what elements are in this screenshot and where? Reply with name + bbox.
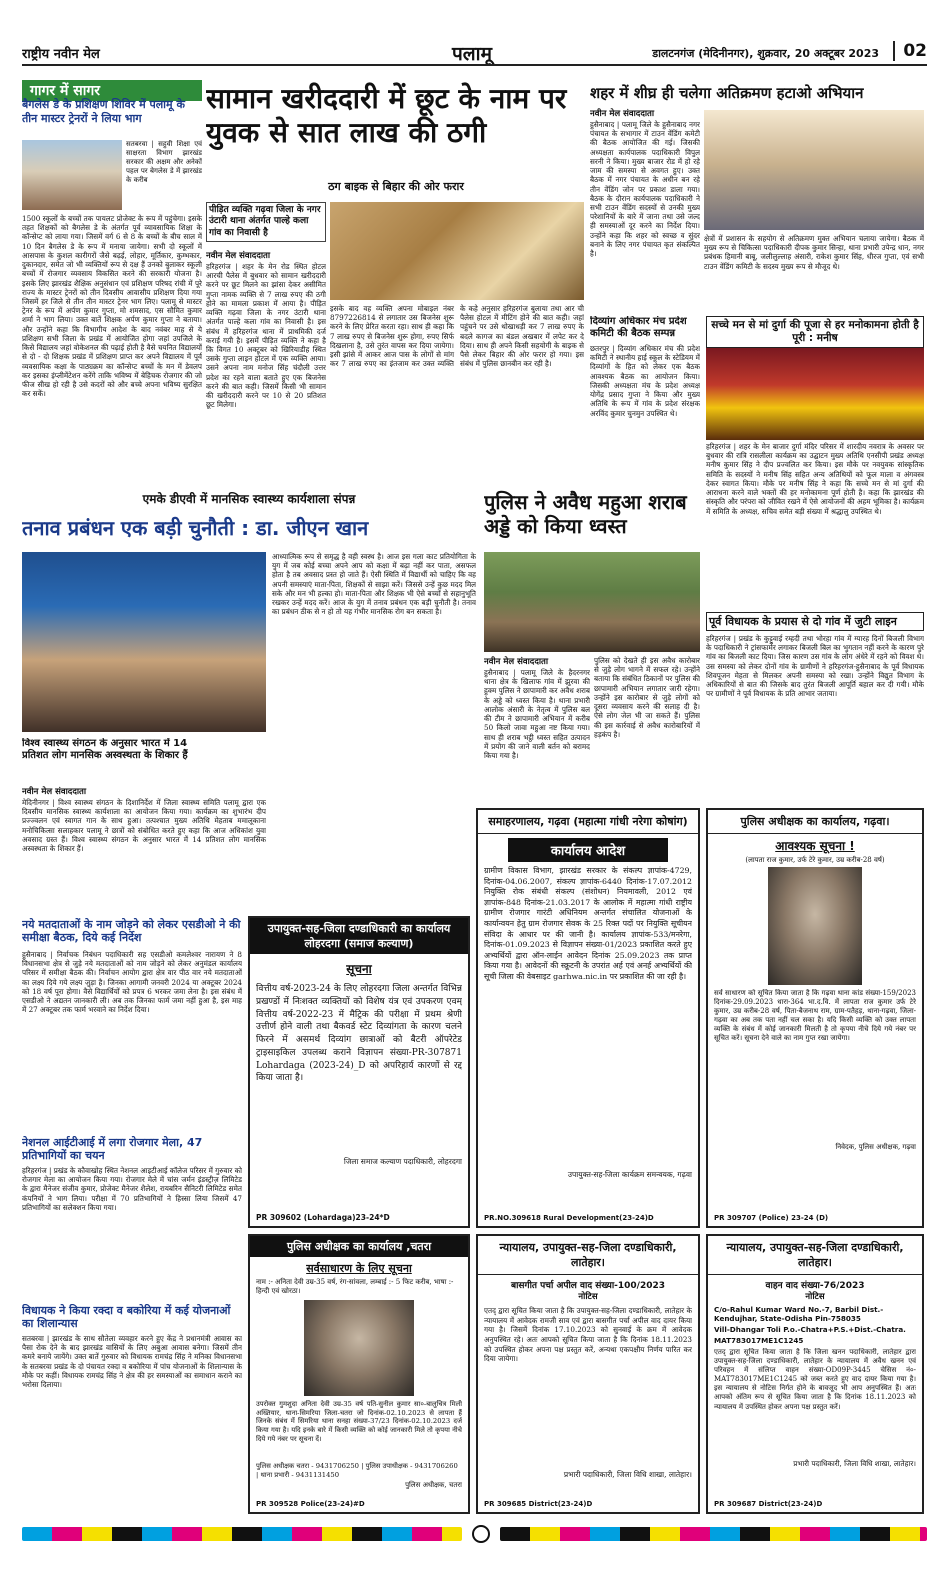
s11-headline: विधायक ने किया रक्दा व बकोरिया में कई योजनाओं का शिलान्यास — [22, 1304, 231, 1331]
ad3-sub: (लापता राज कुमार, उर्फ टेरे कुमार, उम्र करीब-28 वर्ष) — [745, 856, 885, 864]
s8-body2: पुलिस को देखते ही इस अवैध कारोबार से जुड़े लोग भागने में सफल रहे। उन्होंने बताया कि संबंधित ठिकानों पर पुलिस की छापामारी अभियान लगातार जारी रहेगा। उन्होंने इस कारोबार से जुड़े लोगों को दूसरा व्यवसाय करने की सलाह दी है। ऐसे लोग जेल भी जा सकते हैं। पुलिस की इस कार्रवाई से अवैध कारोबारियों में हड़कंप है। — [594, 656, 700, 739]
s11-body: सतबरवा | झारखंड के साथ सौतेला व्यवहार करने हुए केंद्र ने प्रधानमंत्री आवास का पैसा रोक देने के बाद झारखंड वासियों के लिए अबुआ आवास बनेगा। जिसमें तीन कमरे बनाये जायेंगे। उक्त बातें गुरुवार को विधायक रामचंद्र सिंह ने मनिका विधानसभा के सतबरवा प्रखंड के दो पंचायत रक्दा व बकोरिया में पांच योजनाओं के शिलान्यास के मौके पर कहीं। विधायक रामचंद्र सिंह ने क्षेत्र की हर समस्याओं का समाधान कराने का भरोसा दिलाया। — [22, 1334, 242, 1390]
s1-body: 1500 स्कूलों के बच्चों तक पायलट प्रोजेक्ट के रूप में पहुंचेगा। इसके तहत शिक्षकों को बैगलेस डे के अंतर्गत पूर्व व्यावसायिक शिक्षा के कॉन्सेप्ट को लाया गया। जिसमें वर्ग 6 से 8 के बच्चों के बीच साल में 10 दिन बैगलेस डे के रूप में मनाया जायेगा। सभी दो स्कूलों में आसपास के कुशल कारीगरों जैसे बढ़ई, लोहार, मूर्तिकार, कुम्भकार, दुकानदार, समेत जो भी व्यक्तियों रूप से दक्ष हैं उनको बुलाकर स्कूली बच्चों में रोजगार व्यवसाय विकसित करने की सरकारी योजना है। इसके लिए झारखंड शैक्षिक अनुसंधान एवं प्रशिक्षण परिषद रांची में पूरे राज्य के मास्टर ट्रेनरों को तीन दिवसीय आवासीय प्रशिक्षण दिया गया जिसमें हर जिले से तीन तीन मास्टर ट्रेनर भाग लिए। पलामू से मास्टर ट्रेनर के रूप में अर्पण कुमार गुप्ता, मो शमसाद, एस सौमित कुमार शर्मा ने भाग लिया। उक्त बातें शिक्षक अर्पण कुमार गुप्ता ने बताया। और उन्होंने कहा कि विभागीय आदेश के बाद नवंबर माह से ये प्रशिक्षण सभी जिला के प्रखंड में आयोजित होगा जहां उपजिले के किसे विद्यालय जहां वोकेशनल की पढ़ाई होती है वैसे चयनित विद्यालयों से दो - दो शिक्षक प्रखंड में प्रशिक्षण प्राप्त कर अपने विद्यालय में पूर्व व्यवसायिक कक्षा के पाठ्यक्रम का कॉन्सेप्ट बच्चों के मन में डेवलप कर इसका इंप्लीमेंटेशन करेंगे ताकि भविष्य में बेहिचक रोजगार की जो फीज सीख हो रही है उसे कदरों को और बच्चे अपना भविष्य सुरक्षित कर सकें। — [22, 214, 202, 399]
ad6-address: C/o-Rahul Kumar Ward No.-7, Barbil Dist.-Kendujhar, State-Odisha Pin-758035 — [714, 1305, 884, 1323]
ad1-sign: जिला समाज कल्याण पदाधिकारी, लोहरदगा — [343, 1157, 462, 1166]
s7-headline: तनाव प्रबंधन एक बड़ी चुनौती : डा. जीएन खान — [22, 516, 369, 540]
ad2-title: समाहरणालय, गढ़वा (महात्मा गांधी नरेगा कोषांग) — [478, 810, 698, 834]
ad2-heading: कार्यालय आदेश — [508, 838, 668, 862]
ad1-pr: PR 309602 (Lohardaga)23-24*D — [256, 1213, 390, 1222]
s5-photo — [706, 348, 924, 440]
ad5-heading: बासगीत पर्चा अपील वाद संख्या-100/2023 — [510, 1281, 666, 1291]
s4-body: छतरपुर | दिव्यांग अधिकार मंच की प्रदेश कमिटी ने स्थानीय हाई स्कूल के स्टेडियम में दिव्यांगों के हित को लेकर एक बैठक आवश्यक बैठक का आयोजन किया। जिसकी अध्यक्षता मंच के प्रदेश अध्यक्ष योगेंद्र प्रसाद गुप्ता ने किया और मुख्य अतिथि के रूप में गांव के प्रदेश संरक्षक अरविंद कुमार चुनमुन उपस्थित थे। — [590, 344, 700, 418]
ad1-body: वित्तीय वर्ष-2023-24 के लिए लोहरदगा जिला अन्तर्गत विभिन्न प्रखण्डों में निःशक्त व्यक्तियों को विशेष यंत्र एवं उपकरण एवम् वित्तीय वर्ष-2022-23 में मैट्रिक की परीक्षा में प्रथम श्रेणी उत्तीर्ण होने वाली तथा बैकवर्ड स्टेट दिव्यांगता के कारण चलने फिरने में असमर्थ दिव्यांग छात्राओं को बैटरी ऑपरेटेड ट्राइसाइकिल उपलब्ध कराने विज्ञापन संख्या-PR-307871 Lohardaga (2023-24)_D को अपरिहार्य कारणों से रद्द किया जाता है। — [256, 984, 462, 1084]
s7-body: मेदिनीनगर | विश्व स्वास्थ्य संगठन के दिशानिर्देश में जिला स्वास्थ्य समिति पलामू द्वारा एक दिवसीय मानसिक स्वास्थ्य कार्यशाला का आयोजन किया गया। कार्यक्रम का शुभारंभ दीप प्रज्ज्वलन एवं स्वागत गान के साथ हुआ। तत्पश्चात मुख्य अतिथि मेहताब ममालूकाना मनोचिकित्सा सलाहकार पलामू ने छात्रों को संबोधित करते हुए कहा कि आज अधिकांश युवा अवसाद ग्रस्त हैं। विश्व स्वास्थ्य संगठन के अनुसार भारत में 14 प्रतिशत लोग मानसिक अस्वस्थता के शिकार हैं। — [22, 798, 266, 854]
s2-byline: नवीन मेल संवाददाता — [206, 251, 271, 261]
ad-latehar-basgit — [476, 1234, 700, 1514]
registration-strip — [22, 1524, 927, 1544]
ad4-contacts: पुलिस अधीक्षक चतरा - 9431706250 | पुलिस उपाधीक्षक - 9431706260 | थाना प्रभारी - 9431131450 — [256, 1461, 458, 1479]
missing-person-photo — [768, 867, 862, 985]
ad-garhwa-nrega — [476, 808, 700, 1228]
s6-headline: पूर्व विधायक के प्रयास से दो गांव में जुटी लाइन — [706, 612, 924, 631]
page-name: पलामू — [452, 43, 492, 65]
ad3-pr: PR 309707 (Police) 23-24 (D) — [714, 1214, 829, 1222]
s8-body: हुसैनाबाद | पलामू जिले के हैदरनगर थाना क्षेत्र के खिलाफ गांव में झुरवा की हुक्म पुलिस ने छापामारी कर अवैध शराब के अड्डे को ध्वस्त किया है। थाना प्रभारी आलोक अंसारी के नेतृत्व में पुलिस बल की टीम ने छापामारी अभियान में करीब 50 किलो जावा महुआ नष्ट किया गया। साथ ही शराब भट्ठी ध्वस्त सहित उत्पादन में प्रयोग की जाने वाली बर्तन को बरामद किया गया है। — [484, 668, 590, 760]
s1-photo — [22, 140, 122, 210]
s3-byline: नवीन मेल संवाददाता — [590, 109, 655, 119]
ad6-pr: PR 309687 District(23-24)D — [714, 1500, 823, 1508]
ad4-sign: पुलिस अधीक्षक, चतरा — [405, 1481, 462, 1490]
registration-mark — [472, 1525, 490, 1543]
s1-lead: सतबरवा | सहुवी शिक्षा एवं साक्षरता विभाग झारखंड सरकार की अक्षम और अनेकों पहल पर बेगलेस डे में झारखंड के करीब — [126, 140, 202, 184]
s3-headline: शहर में शीघ्र ही चलेगा अतिक्रमण हटाओ अभियान — [590, 84, 864, 102]
ad6-sign: प्रभारी पदाधिकारी, जिला विधि शाखा, लातेहार। — [793, 1459, 916, 1468]
ad3-heading: आवश्यक सूचना ! — [775, 839, 855, 853]
s2-subhead: ठग बाइक से बिहार की ओर फरार — [328, 180, 464, 193]
ad3-title: पुलिस अधीक्षक का कार्यालय, गढ़वा। — [708, 810, 922, 834]
s7-kicker: एमके डीएवी में मानसिक स्वास्थ्य कार्यशाला संपन्न — [142, 492, 356, 506]
color-bar-right — [500, 1527, 927, 1541]
ad2-pr: PR.NO.309618 Rural Development(23-24)D — [484, 1214, 654, 1222]
s10-body: हरिहरगंज | प्रखंड के कौवाखोह स्थित नेशनल आइटीआई कॉलेज परिसर में गुरुवार को रोजगार मेला का आयोजन किया गया। रोजगार मेले में चांस जर्मन इंडस्ट्रीज़ लिमिटेड के द्वारा मैनेजर संजीव कुमार, प्रोजेक्ट मैनेजर शैलेश, रायबरिन सैनिटरी लिमिटेड समेत कंपनियों ने भाग लिया। परीक्षा में 70 प्रतिभागियों ने हिस्सा लिया जिसमें 47 प्रतिभागियों का सलेक्शन किया गया। — [22, 1166, 242, 1212]
s3-body2: क्षेत्रों में प्रशासन के सहयोग से अतिक्रमण मुक्त अभियान चलाया जायेगा। बैठक में मुख्य रूप से चिकित्सा पदाधिकारी दीपक कुमार सिन्हा, थाना प्रभारी उपेन्द्र धान, नगर प्रबंधक हिमानी बाबू, जलीलुल्लाह अंसारी, राकेश कुमार सिंह, धीरज गुप्ता, एवं सभी टाउन वेंडिंग कमिटी के सदस्य मुख्य रूप से मौजूद थे। — [704, 234, 924, 271]
ad1-heading: सूचना — [346, 962, 372, 976]
ad4-body: उपरोक्त गुमशुदा अनिता देवी उम्र-35 वर्ष पति-सुनील कुमार सा०-बालुचित्र मिली अख्तियार, थाना-सिमरिया जिला-चतरा जो दिनांक-02.10.2023 से लापता हैं जिनके संबंध में सिमरिया थाना सनहा संख्या-37/23 दिनांक-02.10.2023 दर्ज किया गया है। यदि इनके बारे में किसी व्यक्ति को कोई जानकारी मिले तो कृपया नीचे दिये गये नंबर पर सूचना दें। — [256, 1399, 462, 1443]
s1-headline: बैगलेस डे के प्रशिक्षण शिविर में पलामू के तीन मास्टर ट्रेनरों ने लिया भाग — [22, 98, 185, 125]
ad6-sub: नोटिस — [805, 1292, 825, 1302]
ad6-vehicle: MAT783017ME1C1245 — [714, 1336, 804, 1345]
section-tag: गागर में सागर — [22, 80, 202, 101]
s2-headline: सामान खरीददारी में छूट के नाम पर युवक से सात लाख की ठगी — [206, 82, 567, 150]
s7-body2: आध्यात्मिक रूप से समृद्ध है वही स्वस्थ है। आज इस गला काट प्रतियोगिता के युग में जब कोई बच्चा अपने आप को कक्षा में बढ़ा नहीं कर पाता, असफल होता है तब अवसाद प्रस्त हो जाते हैं। ऐसी स्थिति में विद्यार्थी को चाहिए कि वह अपनी समस्याएं माता-पिता, शिक्षकों से साझा करें। जिससे उन्हें कुछ मदद मिल सके और मन भी हल्का हो। माता-पिता और शिक्षक भी ऐसे बच्चों से सहानुभूति रखकर उन्हें मदद करें। आज के युग में तनाव प्रबंधन एक बड़ी चुनौती है। तनाव का प्रबंधन ठीक से न हो तो यह गंभीर मानसिक रोग बन सकता है। — [272, 552, 476, 617]
s3-body: हुसैनाबाद | पलामू जिले के हुसैनाबाद नगर पंचायत के सभागार में टाउन वेंडिंग कमेटी की बैठक आयोजित की गई। जिसकी अध्यक्षता कार्यपालक पदाधिकारी विपुल सरनी ने किया। मुख्य बाजार रोड में हो रहे जाम की समस्या से अवगत हुए। उक्त बैठक में नगर पंचायत के अधीन बन रहे तीन वेंडिंग जोन पर प्रकाश डाला गया। बैठक के दौरान कार्यपालक पदाधिकारी ने सभी टाउन वेंडिंग सदस्यों से उनकी मुख्य परेशानियों के बारे में जाना तथा उसे जल्द ही समस्याओं दूर करने का निर्देश दिया। उन्होंने कहा कि शहर को स्वच्छ व सुंदर बनाने के लिए नगर पंचायत कृत संकल्पित है। — [590, 120, 700, 259]
ad5-pr: PR 309685 District(23-24)D — [484, 1500, 593, 1508]
ad2-sign: उपायुक्त-सह-जिला कार्यक्रम समन्वयक, गढ़वा — [567, 1170, 692, 1179]
s8-byline: नवीन मेल संवाददाता — [484, 657, 549, 667]
ad5-title: न्यायालय, उपायुक्त-सह-जिला दण्डाधिकारी, लातेहार। — [478, 1236, 698, 1275]
s5-headline: सच्चे मन से मां दुर्गा की पूजा से हर मनोकामना होती है पूरी : मनीष — [706, 316, 924, 348]
s7-caption: विश्व स्वास्थ्य संगठन के अनुसार भारत में 14 प्रतिशत लोग मानसिक अस्वस्थता के शिकार हैं — [22, 738, 188, 762]
dateline: डालटनगंज (मेदिनीनगर), शुक्रवार, 20 अक्टूबर 2023 — [652, 47, 879, 60]
ad6-title: न्यायालय, उपायुक्त-सह-जिला दण्डाधिकारी, लातेहार। — [708, 1236, 922, 1275]
ad6-body: एतद् द्वारा सूचित किया जाता है कि जिला खनन पदाधिकारी, लातेहार द्वारा उपायुक्त-सह-जिला दण्डाधिकारी, लातेहार के न्यायालय में अवैध खनन एवं परिवहन में संलिप्त वाहन संख्या-OD09P-3445 चेसिस नं०-MAT783017ME1C1245 को जब्त करते हुए वाद दायर किया गया है। इस न्यायालय से नोटिस निर्गत होने के बावजूद भी आप अनुपस्थित हैं। अतः आपको अंतिम रूप से सूचित किया जाता है कि दिनांक 18.11.2023 को न्यायालय में उपस्थित होकर अपना पक्ष प्रस्तुत करें। — [714, 1348, 916, 1411]
masthead — [22, 38, 927, 66]
ad4-title: पुलिस अधीक्षक का कार्यालय ,चतरा — [250, 1236, 468, 1257]
ad2-body: ग्रामीण विकास विभाग, झारखंड सरकार के संकल्प ज्ञापांक-4729, दिनांक-04.06.2007, संकल्प ज्ञापांक-6440 दिनांक-17.07.2012 नियुक्ति रोक संबंधी संकल्प (संशोधन) नियमावली, 2012 एवं ज्ञापांक-848 दिनांक-21.03.2017 के आलोक में महात्मा गांधी राष्ट्रीय ग्रामीण रोजगार गारंटी अधिनियम अन्तर्गत संचालित योजनाओं के कार्यान्वयन हेतु ग्राम रोजगार सेवक के 25 रिक्त पदों पर नियुक्ति सूचीयन संविदा के आधार पर की जानी है। कार्यालय ज्ञापांक-533/मनरेगा, दिनांक-01.09.2023 से विज्ञापन संख्या-01/2023 प्रकाशित करते हुए अभ्यर्थियों द्वारा ऑन-लाईन आवेदन दिनांक 25.09.2023 तक प्राप्त किया गया है। आवेदनों की स्क्रूटनी के उपरांत अर्ह एवं अनर्ह अभ्यर्थियों की सूची जिला की वेबसाइट garhwa.nic.in पर प्रकाशित की जा रही है। — [484, 866, 692, 981]
ad5-sub: नोटिस — [578, 1292, 598, 1302]
s4-headline: दिव्यांग अधिकार मंच प्रदेश कमिटी की बैठक सम्पन्न — [590, 316, 687, 340]
ad-chatra-police — [248, 1234, 470, 1514]
ad4-pr: PR 309528 Police(23-24)#D — [256, 1500, 365, 1508]
s9-body: हुसैनाबाद | निर्वाचक निबंधन पदाधिकारी सह एसडीओ कमलेश्वर नारायण ने 8 विधानसभा क्षेत्र से जुड़े नये मतदाताओं को नाम जोड़ने को लेकर अनुमंडल कार्यालय परिसर में समीक्षा बैठक की। निर्वाचन आयोग द्वारा क्षेत्र वार पीठ वार नये मतदाताओं का लक्ष्य दिये गये लक्ष्य जुड़ा है। जिनका आगामी जनवरी 2024 या अक्टूबर 2024 को 18 वर्ष पूरा होगा। वैसे विद्यार्थियों को प्रपत्र 6 भरकर जमा लेना है। इस संबंध में एसडीओ ने अद्यतन जानकारी ली। अब तक जिनका फार्म जमा नहीं हुआ है, इस माह में 27 अक्टूबर तक फार्म भरवाने का निर्देश दिया। — [22, 950, 242, 1015]
page-number: 02 — [893, 41, 927, 61]
ad4-sub: नाम :- अनिता देवी उम्र-35 वर्ष, रंग-सांवला, लम्बाई :- 5 फिट करीब, भाषा :- हिन्दी एवं खोरठा। — [256, 1278, 454, 1295]
ad5-sign: प्रभारी पदाधिकारी, जिला विधि शाखा, लातेहार। — [563, 1470, 692, 1479]
s7-photo — [22, 552, 266, 732]
s2-body: हरिहरगंज | शहर के मेन रोड स्थित होटल आरची पैलेस में बुधवार को सामान खरीददारी करने पर छूट मिलने का झांसा देकर असीमित गुप्ता नामक व्यक्ति से 7 लाख रुपए की ठगी होने का मामला प्रकाश में आया है। पीड़ित व्यक्ति गढ़वा जिला के नगर उंटारी थाना अंतर्गत पाल्हे कला गांव का निवासी है। इस संबंध में हरिहरगंज थाना में प्राथमिकी दर्ज कराई गयी है। इसमें पीड़ित व्यक्ति ने कहा है कि विगत 10 अक्टूबर को खिरियाडीह स्थित उसके गुप्ता लाइन होटल में एक व्यक्ति आया। उसने अपना नाम मनोज सिंह चंदौली उत्तर प्रदेश का रहने वाला बताते हुए एक बिजनेस करने की बात कही। जिसमें किसी भी सामान की खरीददारी करने पर 10 से 20 प्रतिशत छूट मिलेगा। — [206, 262, 326, 410]
ad3-body: सर्व साधारण को सूचित किया जाता है कि गढ़वा थाना कांड संख्या-159/2023 दिनांक-29.09.2023 धारा-364 भा.द.वि. में लापता राज कुमार उर्फ टेरे कुमार, उम्र करीब-28 वर्ष, पिता-बैजनाथ राम, ग्राम-पतैहड़, थाना-गढ़वा, जिला-गढ़वा का अब तक पता नहीं चल सका है। यदि किसी व्यक्ति को उक्त लापता व्यक्ति के संबंध में कोई जानकारी मिलती है तो कृपया नीचे दिये गये नंबर पर सूचित करें। सूचना देने वाले का नाम गुप्त रखा जायेगा। — [714, 988, 916, 1043]
s2-inset: पीड़ित व्यक्ति गढ़वा जिला के नगर उंटारी थाना अंतर्गत पाल्हे कला गांव का निवासी है — [206, 202, 326, 242]
ad5-body: एतद् द्वारा सूचित किया जाता है कि उपायुक्त-सह-जिला दण्डाधिकारी, लातेहार के न्यायालय में आवेदक रामजी साव एवं द्वारा बासगीत पर्चा अपील वाद दायर किया गया है। जिसमें दिनांक 17.10.2023 को सुनवाई के क्रम में आवेदक अनुपस्थित रहे। अतः आपको सूचित किया जाता है कि दिनांक 18.11.2023 को उपस्थित होकर अपना पक्ष प्रस्तुत करें, अन्यथा एकपक्षीय निर्णय पारित कर दिया जायेगा। — [484, 1306, 692, 1364]
s3-photo — [704, 110, 924, 230]
s5-body: हरिहरगंज | शहर के मेन बाजार दुर्गा मंदिर परिसर में शारदीय नवरात्र के अवसर पर बुधवार की रात्रि रासलीला कार्यक्रम का उद्घाटन मुख्य अतिथि एनसीपी प्रखंड अध्यक्ष मनीष कुमार सिंह ने दीप प्रज्वलित कर किया। इस मौके पर नवयुवक सांस्कृतिक समिति के सदस्यों ने मनीष सिंह सहित अन्य अतिथियों को फूल माला व अंगवस्त्र देकर स्वागत किया। मौके पर मनीष सिंह ने कहा कि सच्चे मन से मां दुर्गा की आराधना करने वाले भक्तों की हर मनोकामना पूर्ण होती है। कहा कि झारखंड की संस्कृति और परंपरा को जीवित रखने में ऐसे आयोजनों की अहम भूमिका है। कार्यक्रम में समिति के अध्यक्ष, सचिव समेत बड़ी संख्या में श्रद्धालु उपस्थित थे। — [706, 442, 924, 516]
s8-headline: पुलिस ने अवैध महुआ शराब अड्डे को किया ध्वस्त — [484, 490, 687, 539]
ad6-address2: Vill-Dhangar Toli P.o.-Chatra+P.S.+Dist.-Chatra. — [714, 1325, 906, 1334]
s6-body: हरिहरगंज | प्रखंड के कुट्टुवाई रम्हदी तथा भोरहा गांव में ग्यारह दिनों बिजली विभाग के पदाधिकारी ने ट्रांसफार्मर लगाकर बिजली बिल का भुगतान नहीं करने के कारण पुरे गांव का बिजली काट दिया। जिस कारण उस गांव के लोग अंधेरे में रहने को विवश थे। उस समस्या को लेकर दोनों गांव के ग्रामीणों ने हरिहरगंज-हुसैनाबाद के पूर्व विधायक शिवपूजन मेहता से मिलकर अपनी समस्या को रखा। उन्होंने विद्युत विभाग के अधिकारियों से बात की जिसके बाद तुरंत बिजली आपूर्ति बहाल कर दी गयी। मौके पर ग्रामीणों ने पूर्व विधायक के प्रति आभार जताया। — [706, 634, 924, 699]
ad1-title: उपायुक्त-सह-जिला दण्डाधिकारी का कार्यालय लोहरदगा (समाज कल्याण) — [250, 918, 468, 954]
ad4-heading: सर्वसाधारण के लिए सूचना — [306, 1262, 412, 1275]
ad-latehar-vehicle — [706, 1234, 924, 1514]
ad-garhwa-police — [706, 808, 924, 1228]
ad3-sign: निवेदक, पुलिस अधीक्षक, गढ़वा — [835, 1142, 916, 1151]
s2-body2: इसके बाद वह व्यक्ति अपना मोबाइल नंबर 8797226814 से लगातार उस बिजनेस शुरू करने के लिए प्रेरित करता रहा। साथ ही कहा कि 7 लाख रुपए से बिजनेस शुरू होगा, रुपए सिर्फ दिखलाना है, उसे तुरंत वापस कर दिया जायेगा। इसी झांसे में आकर आज पास के लोगों से मांग कर 7 लाख रुपए का इंतजाम कर उक्त व्यक्ति के कहे अनुसार हरिहरगंज बुलाया तथा आर ची पैलेस होटल में मीटिंग होने की बात कही। जहां पहुंचने पर उसे थोखाधड़ी कर 7 लाख रुपए के बदले कागज का बंडल अखबार में लपेट कर दे दिया। साथ ही अपने किसी सहयोगी के बाइक से पैसे लेकर बिहार की ओर फरार हो गया। इस संबंध में पुलिस छानबीन कर रही है। — [330, 304, 584, 369]
ad-lohardaga — [248, 916, 470, 1228]
s8-photo — [484, 552, 700, 652]
s10-headline: नेशनल आईटीआई में लगा रोजगार मेला, 47 प्रतिभागियों का चयन — [22, 1136, 203, 1163]
s7-byline: नवीन मेल संवाददाता — [22, 787, 87, 797]
ad6-heading: वाहन वाद संख्या-76/2023 — [765, 1281, 865, 1291]
color-bar-left — [22, 1527, 462, 1541]
newspaper-logo: राष्ट्रीय नवीन मेल — [22, 47, 100, 62]
s2-photo — [330, 202, 584, 300]
missing-woman-photo — [304, 1300, 414, 1396]
s9-headline: नये मतदाताओं के नाम जोड़ने को लेकर एसडीओ ने की समीक्षा बैठक, दिये कई निर्देश — [22, 918, 241, 945]
